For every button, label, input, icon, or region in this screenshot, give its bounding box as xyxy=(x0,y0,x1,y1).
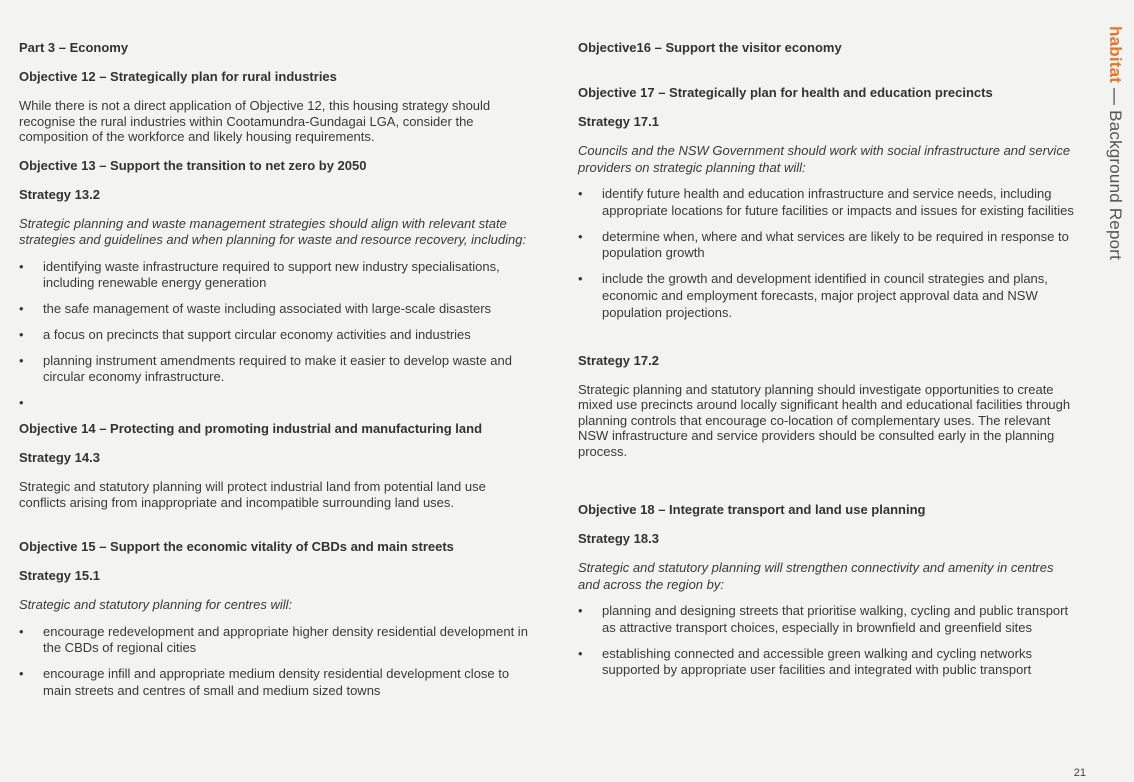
bullet: • xyxy=(578,228,583,244)
bullet: • xyxy=(19,326,24,342)
bullet: • xyxy=(19,623,24,639)
list-item: • encourage infill and appropriate medium density residential development close to main streets and centres of small and medium sized towns xyxy=(19,666,510,698)
left-column xyxy=(19,40,534,709)
objective-12-text: While there is not a direct application of Objective 12, this housing strategy should recognise the rural industries within Cootamundra-Gundagai LGA, consider the composition of the workforce and likely housing requirements. xyxy=(19,98,491,144)
objective-12-heading: Objective 12 – Strategically plan for rural industries xyxy=(19,69,337,84)
bullet: • xyxy=(19,258,24,274)
part-heading: Part 3 – Economy xyxy=(19,40,129,55)
strategy-17-2-text: Strategic planning and statutory planning should investigate opportunities to create mixed use precincts around locally significant health and educational facilities through planning controls that encourage co-location of complementary uses. The relevant NSW infrastructure and service providers should be consulted early in the planning process. xyxy=(578,381,1071,459)
list-item: • determine when, where and what services are likely to be required in response to population growth xyxy=(578,228,1069,261)
strategy-15-1-heading: Strategy 15.1 xyxy=(19,568,100,584)
list-item: • the safe management of waste including associated with large-scale disasters xyxy=(19,301,492,317)
bullet: • xyxy=(578,603,583,619)
report-sidebar-title xyxy=(1092,26,1132,266)
bullet: • xyxy=(19,666,24,682)
list-item: • establishing connected and accessible green walking and cycling networks supported by appropriate user facilities and integrated with public transport xyxy=(578,645,1032,678)
strategy-14-3-text: Strategic and statutory planning will protect industrial land from potential land use conflicts arising from inappropriate and incompatible surrounding land uses. xyxy=(19,479,486,510)
strategy-18-3-list xyxy=(578,603,1078,679)
objective-14-heading: Objective 14 – Protecting and promoting industrial and manufacturing land xyxy=(19,421,483,437)
objective-15-heading: Objective 15 – Support the economic vitality of CBDs and main streets xyxy=(19,539,454,555)
list-item: • a focus on precincts that support circular economy activities and industries xyxy=(19,326,471,342)
sidebar-separator: — xyxy=(1106,83,1125,111)
bullet: • xyxy=(578,186,583,201)
list-item: • identify future health and education infrastructure and service needs, including appropriate locations for future facilities or impacts and issues for existing facilities xyxy=(578,186,1074,218)
strategy-17-1-heading: Strategy 17.1 xyxy=(578,114,659,129)
strategy-15-1-intro: Strategic and statutory planning for centres will: xyxy=(19,597,293,613)
strategy-13-2-intro: Strategic planning and waste management strategies should align with relevant state strategies and guidelines and when planning for waste and resource recovery, including: xyxy=(19,215,527,247)
bullet: • xyxy=(578,271,583,287)
bullet: • xyxy=(19,352,24,368)
strategy-18-3-heading: Strategy 18.3 xyxy=(578,531,659,547)
bullet: • xyxy=(578,645,583,661)
strategy-17-2-heading: Strategy 17.2 xyxy=(578,352,659,368)
list-item: • include the growth and development identified in council strategies and plans, economic and employment forecasts, major project approval data and NSW population projections. xyxy=(578,271,1048,320)
list-item-empty xyxy=(19,395,534,412)
strategy-18-3-intro: Strategic and statutory planning will strengthen connectivity and amenity in centres and across the region by: xyxy=(578,560,1054,592)
bullet: • xyxy=(19,301,24,317)
list-item: • encourage redevelopment and appropriate higher density residential development in the CBDs of regional cities xyxy=(19,623,528,656)
strategy-14-3-heading: Strategy 14.3 xyxy=(19,450,100,466)
bullet: • xyxy=(19,395,24,411)
objective-17-heading: Objective 17 – Strategically plan for health and education precincts xyxy=(578,85,993,100)
strategy-17-1-list xyxy=(578,186,1078,322)
strategy-17-1-intro: Councils and the NSW Government should work with social infrastructure and service providers on strategic planning that will: xyxy=(578,143,1071,175)
objective-13-heading: Objective 13 – Support the transition to net zero by 2050 xyxy=(19,157,367,173)
strategy-15-1-list xyxy=(19,624,534,700)
strategy-13-2-heading: Strategy 13.2 xyxy=(19,186,100,202)
objective-18-heading: Objective 18 – Integrate transport and land use planning xyxy=(578,502,926,518)
right-column xyxy=(578,40,1078,688)
report-title: Background Report xyxy=(1106,110,1125,261)
objective-16-heading: Objective16 – Support the visitor economy xyxy=(578,40,842,55)
strategy-13-2-list xyxy=(19,259,534,413)
list-item: • identifying waste infrastructure required to support new industry specialisations, including renewable energy generation xyxy=(19,258,500,291)
page-number: 21 xyxy=(1073,767,1086,779)
list-item: • planning and designing streets that prioritise walking, cycling and public transport as attractive transport choices, especially in brownfield and greenfield sites xyxy=(578,603,1069,635)
list-item: • planning instrument amendments required to make it easier to develop waste and circular economy infrastructure. xyxy=(19,352,512,385)
brand-logo-text: habitat xyxy=(1106,26,1125,84)
